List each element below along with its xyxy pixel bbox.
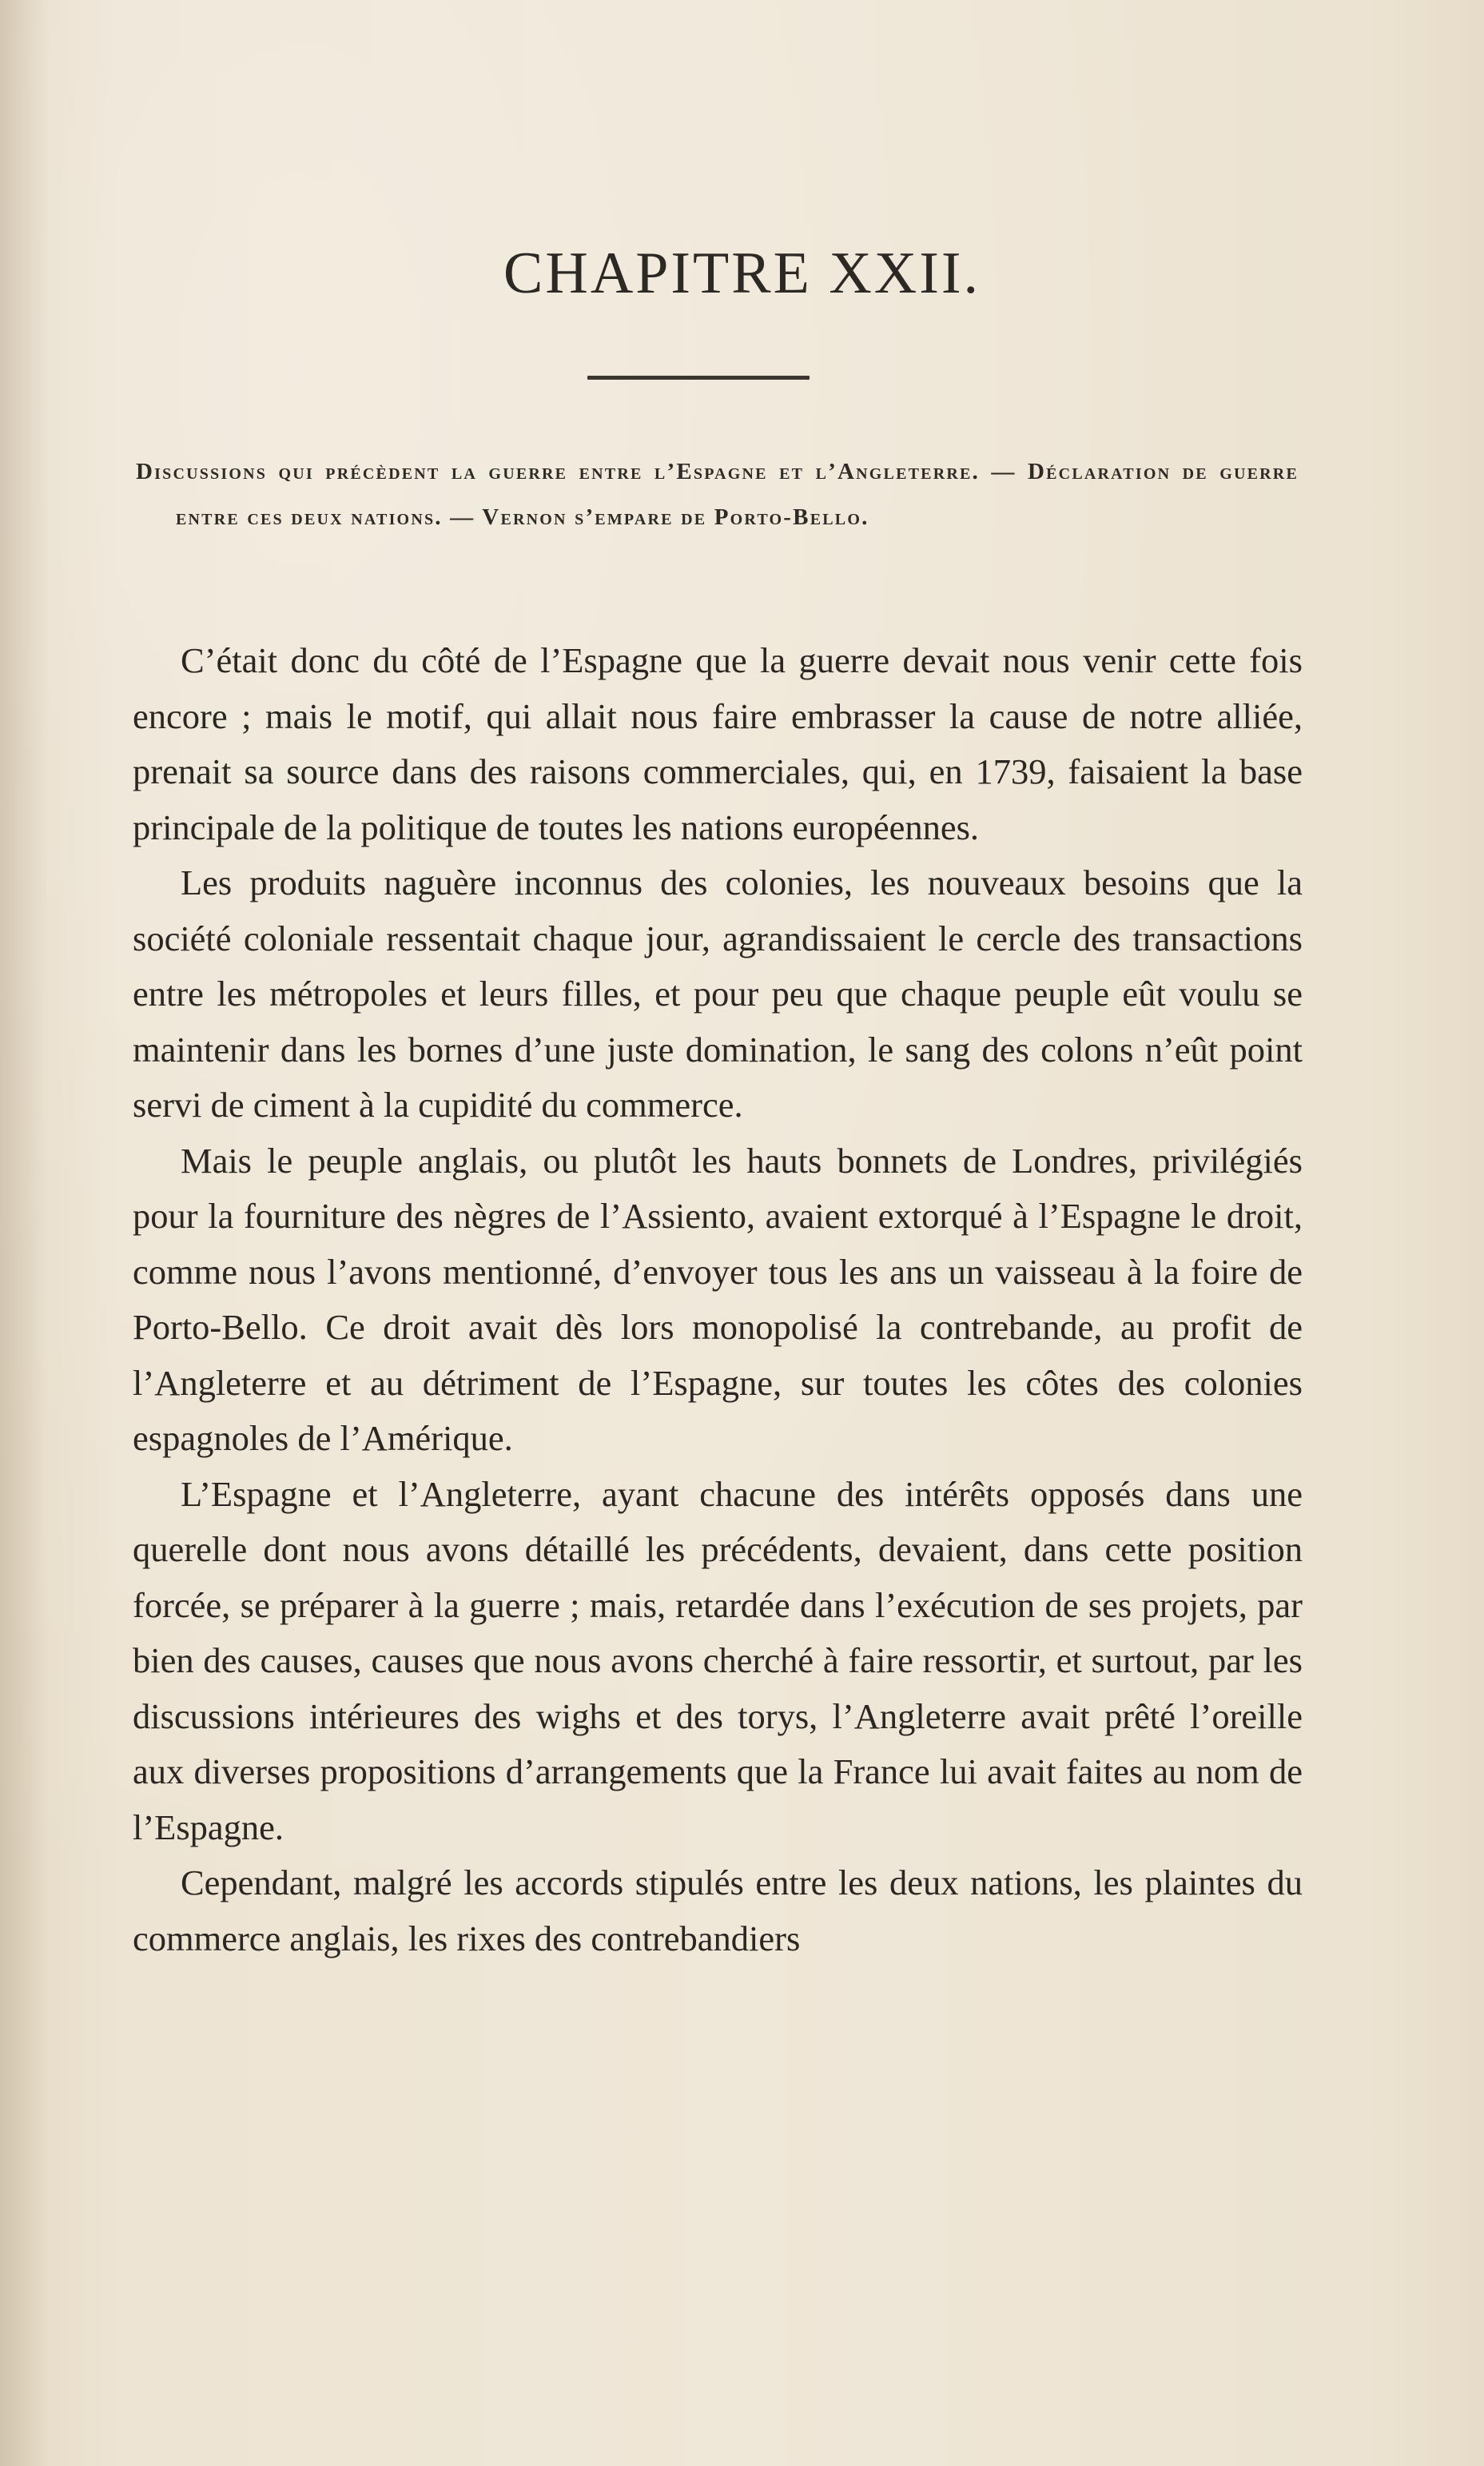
title-divider [587, 376, 810, 380]
chapter-summary [136, 449, 1299, 540]
paragraph-4: L’Espagne et l’Angleterre, ayant chacune des intérêts opposés dans une querelle dont nous avons détaillé les précédents, devaient, dans cette position forcée, se préparer à la guerre ; mais, retardée dans l’exécution de ses projets, par bien des causes, causes que nous avons cherché à faire ressortir, et surtout, par les discussions intérieures des wighs et des torys, l’Angleterre avait prêté l’oreille aux diverses propositions d’arrangements que la France lui avait faites au nom de l’Espagne. [133, 1473, 1303, 1847]
paragraph-2: Les produits naguère inconnus des colonies, les nouveaux besoins que la société coloniale ressentait chaque jour, agrandissaient le cercle des transactions entre les métropoles et leurs filles, et pour peu que chaque peuple eût voulu se maintenir dans les bornes d’une juste domination, le sang des colons n’eût point servi de ciment à la cupidité du commerce. [133, 863, 1303, 1125]
chapter-summary-text: Discussions qui précèdent la guerre entre l’Espagne et l’Angleterre. — Déclaration de guerre entre ces deux nations. — Vernon s’empare de Porto-Bello. [136, 459, 1299, 530]
paragraph-5: Cependant, malgré les accords stipulés entre les deux nations, les plaintes du commerce anglais, les rixes des contrebandiers [133, 1862, 1303, 1958]
chapter-body [133, 633, 1303, 1966]
page-gutter-shadow [0, 0, 48, 2466]
chapter-title: CHAPITRE XXII. [503, 241, 981, 306]
paragraph-3: Mais le peuple anglais, ou plutôt les hauts bonnets de Londres, privilégiés pour la fourniture des nègres de l’Assiento, avaient extorqué à l’Espagne le droit, comme nous l’avons mentionné, d’envoyer tous les ans un vaisseau à la foire de Porto-Bello. Ce droit avait dès lors monopolisé la contrebande, au profit de l’Angleterre et au détriment de l’Espagne, sur toutes les côtes des colonies espagnoles de l’Amérique. [133, 1140, 1303, 1458]
paragraph-1: C’était donc du côté de l’Espagne que la guerre devait nous venir cette fois encore ; mais le motif, qui allait nous faire embrasser la cause de notre alliée, prenait sa source dans des raisons commerciales, qui, en 1739, faisaient la base principale de la politique de toutes les nations européennes. [133, 640, 1303, 847]
